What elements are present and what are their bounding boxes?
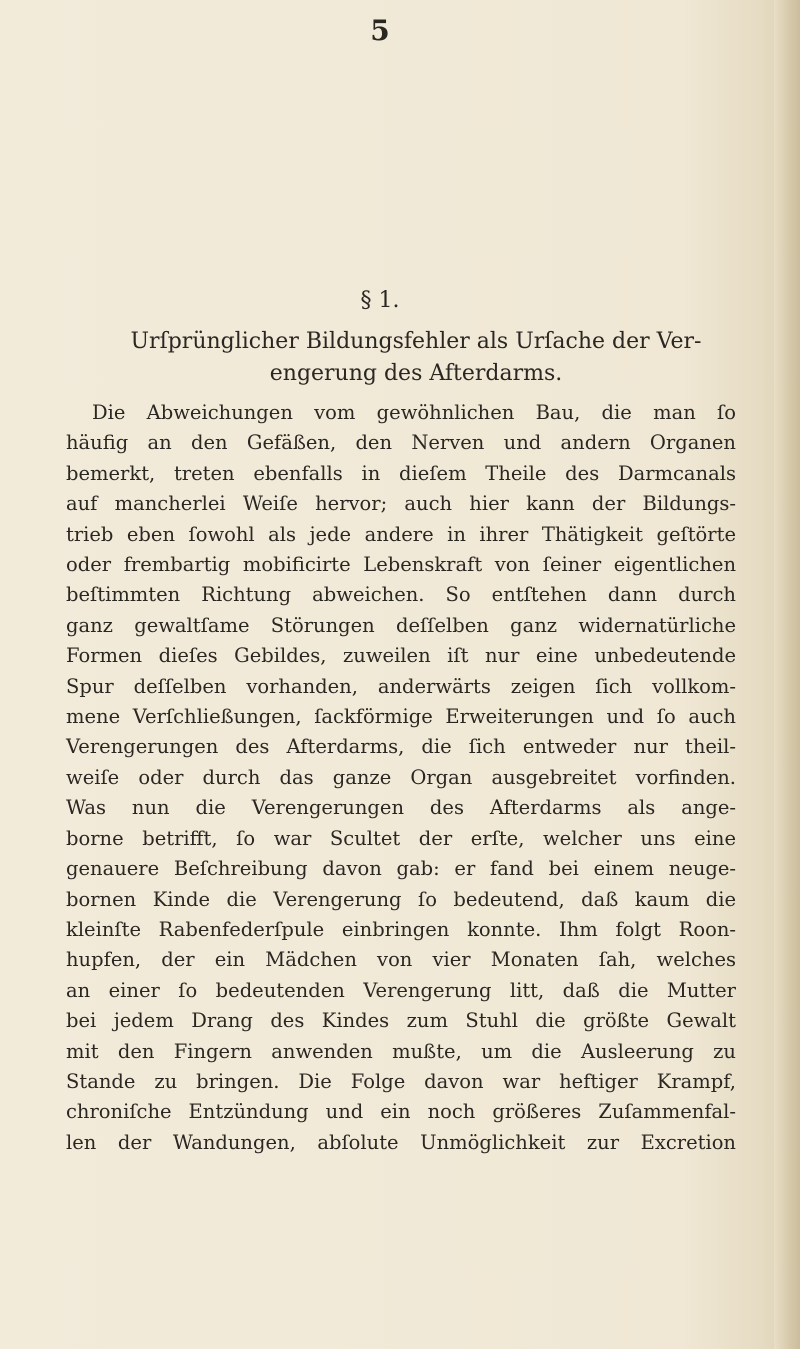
text-line: len der Wandungen, abſolute Unmöglichkeit zur Excretion — [66, 1130, 736, 1154]
text-line: Spur deſſelben vorhanden, anderwärts zeigen ſich vollkom- — [66, 674, 736, 698]
text-line: an einer ſo bedeutenden Verengerung litt, daß die Mutter — [66, 978, 736, 1002]
text-line: weiſe oder durch das ganze Organ ausgebreitet vorfinden. — [66, 765, 736, 789]
page-edge — [774, 0, 800, 1349]
text-line: mit den Fingern anwenden mußte, um die Ausleerung zu — [66, 1039, 736, 1063]
text-line: bei jedem Drang des Kindes zum Stuhl die größte Gewalt — [66, 1009, 736, 1033]
text-line: bemerkt, treten ebenfalls in dieſem Theile des Darmcanals — [66, 461, 736, 485]
text-line: borne betrifft, ſo war Scultet der erſte, welcher uns eine — [66, 826, 736, 850]
text-line: beſtimmten Richtung abweichen. So entſtehen dann durch — [66, 583, 736, 607]
text-line: Die Abweichungen vom gewöhnlichen Bau, die man ſo — [92, 401, 736, 424]
heading-line: Urſprünglicher Bildungsfehler als Urſache der Ver- — [130, 329, 702, 354]
text-line: Stande zu bringen. Die Folge davon war heftiger Krampf, — [66, 1069, 736, 1093]
heading-line: engerung des Afterdarms. — [269, 361, 563, 386]
text-line: trieb eben ſowohl als jede andere in ihrer Thätigkeit geſtörte — [66, 522, 736, 546]
section-mark: § 1. — [360, 288, 400, 313]
page-number: 5 — [370, 14, 390, 47]
text-line: Verengerungen des Afterdarms, die ſich entweder nur theil- — [66, 735, 736, 759]
body-paragraph — [66, 398, 736, 1158]
text-line: kleinſte Rabenfederſpule einbringen konnte. Ihm folgt Roon- — [66, 917, 736, 941]
text-line: auf mancherlei Weiſe hervor; auch hier kann der Bildungs- — [66, 492, 736, 516]
text-line: häufig an den Gefäßen, den Nerven und andern Organen — [66, 431, 736, 455]
text-line: ganz gewaltſame Störungen deſſelben ganz widernatürliche — [66, 613, 736, 637]
text-line: hupfen, der ein Mädchen von vier Monaten ſah, welches — [66, 948, 736, 972]
text-line: genauere Beſchreibung davon gab: er fand bei einem neuge- — [66, 857, 736, 881]
text-line: mene Verſchließungen, ſackförmige Erweiterungen und ſo auch — [66, 705, 736, 729]
text-line: bornen Kinde die Verengerung ſo bedeutend, daß kaum die — [66, 887, 736, 911]
text-line: chroniſche Entzündung und ein noch größeres Zuſammenfal- — [66, 1100, 736, 1124]
text-line: Was nun die Verengerungen des Afterdarms als ange- — [66, 796, 736, 820]
section-heading — [96, 326, 736, 390]
text-line: oder frembartig mobificirte Lebenskraft von ſeiner eigentlichen — [66, 553, 736, 577]
text-line: Formen dieſes Gebildes, zuweilen iſt nur eine unbedeutende — [66, 644, 736, 668]
